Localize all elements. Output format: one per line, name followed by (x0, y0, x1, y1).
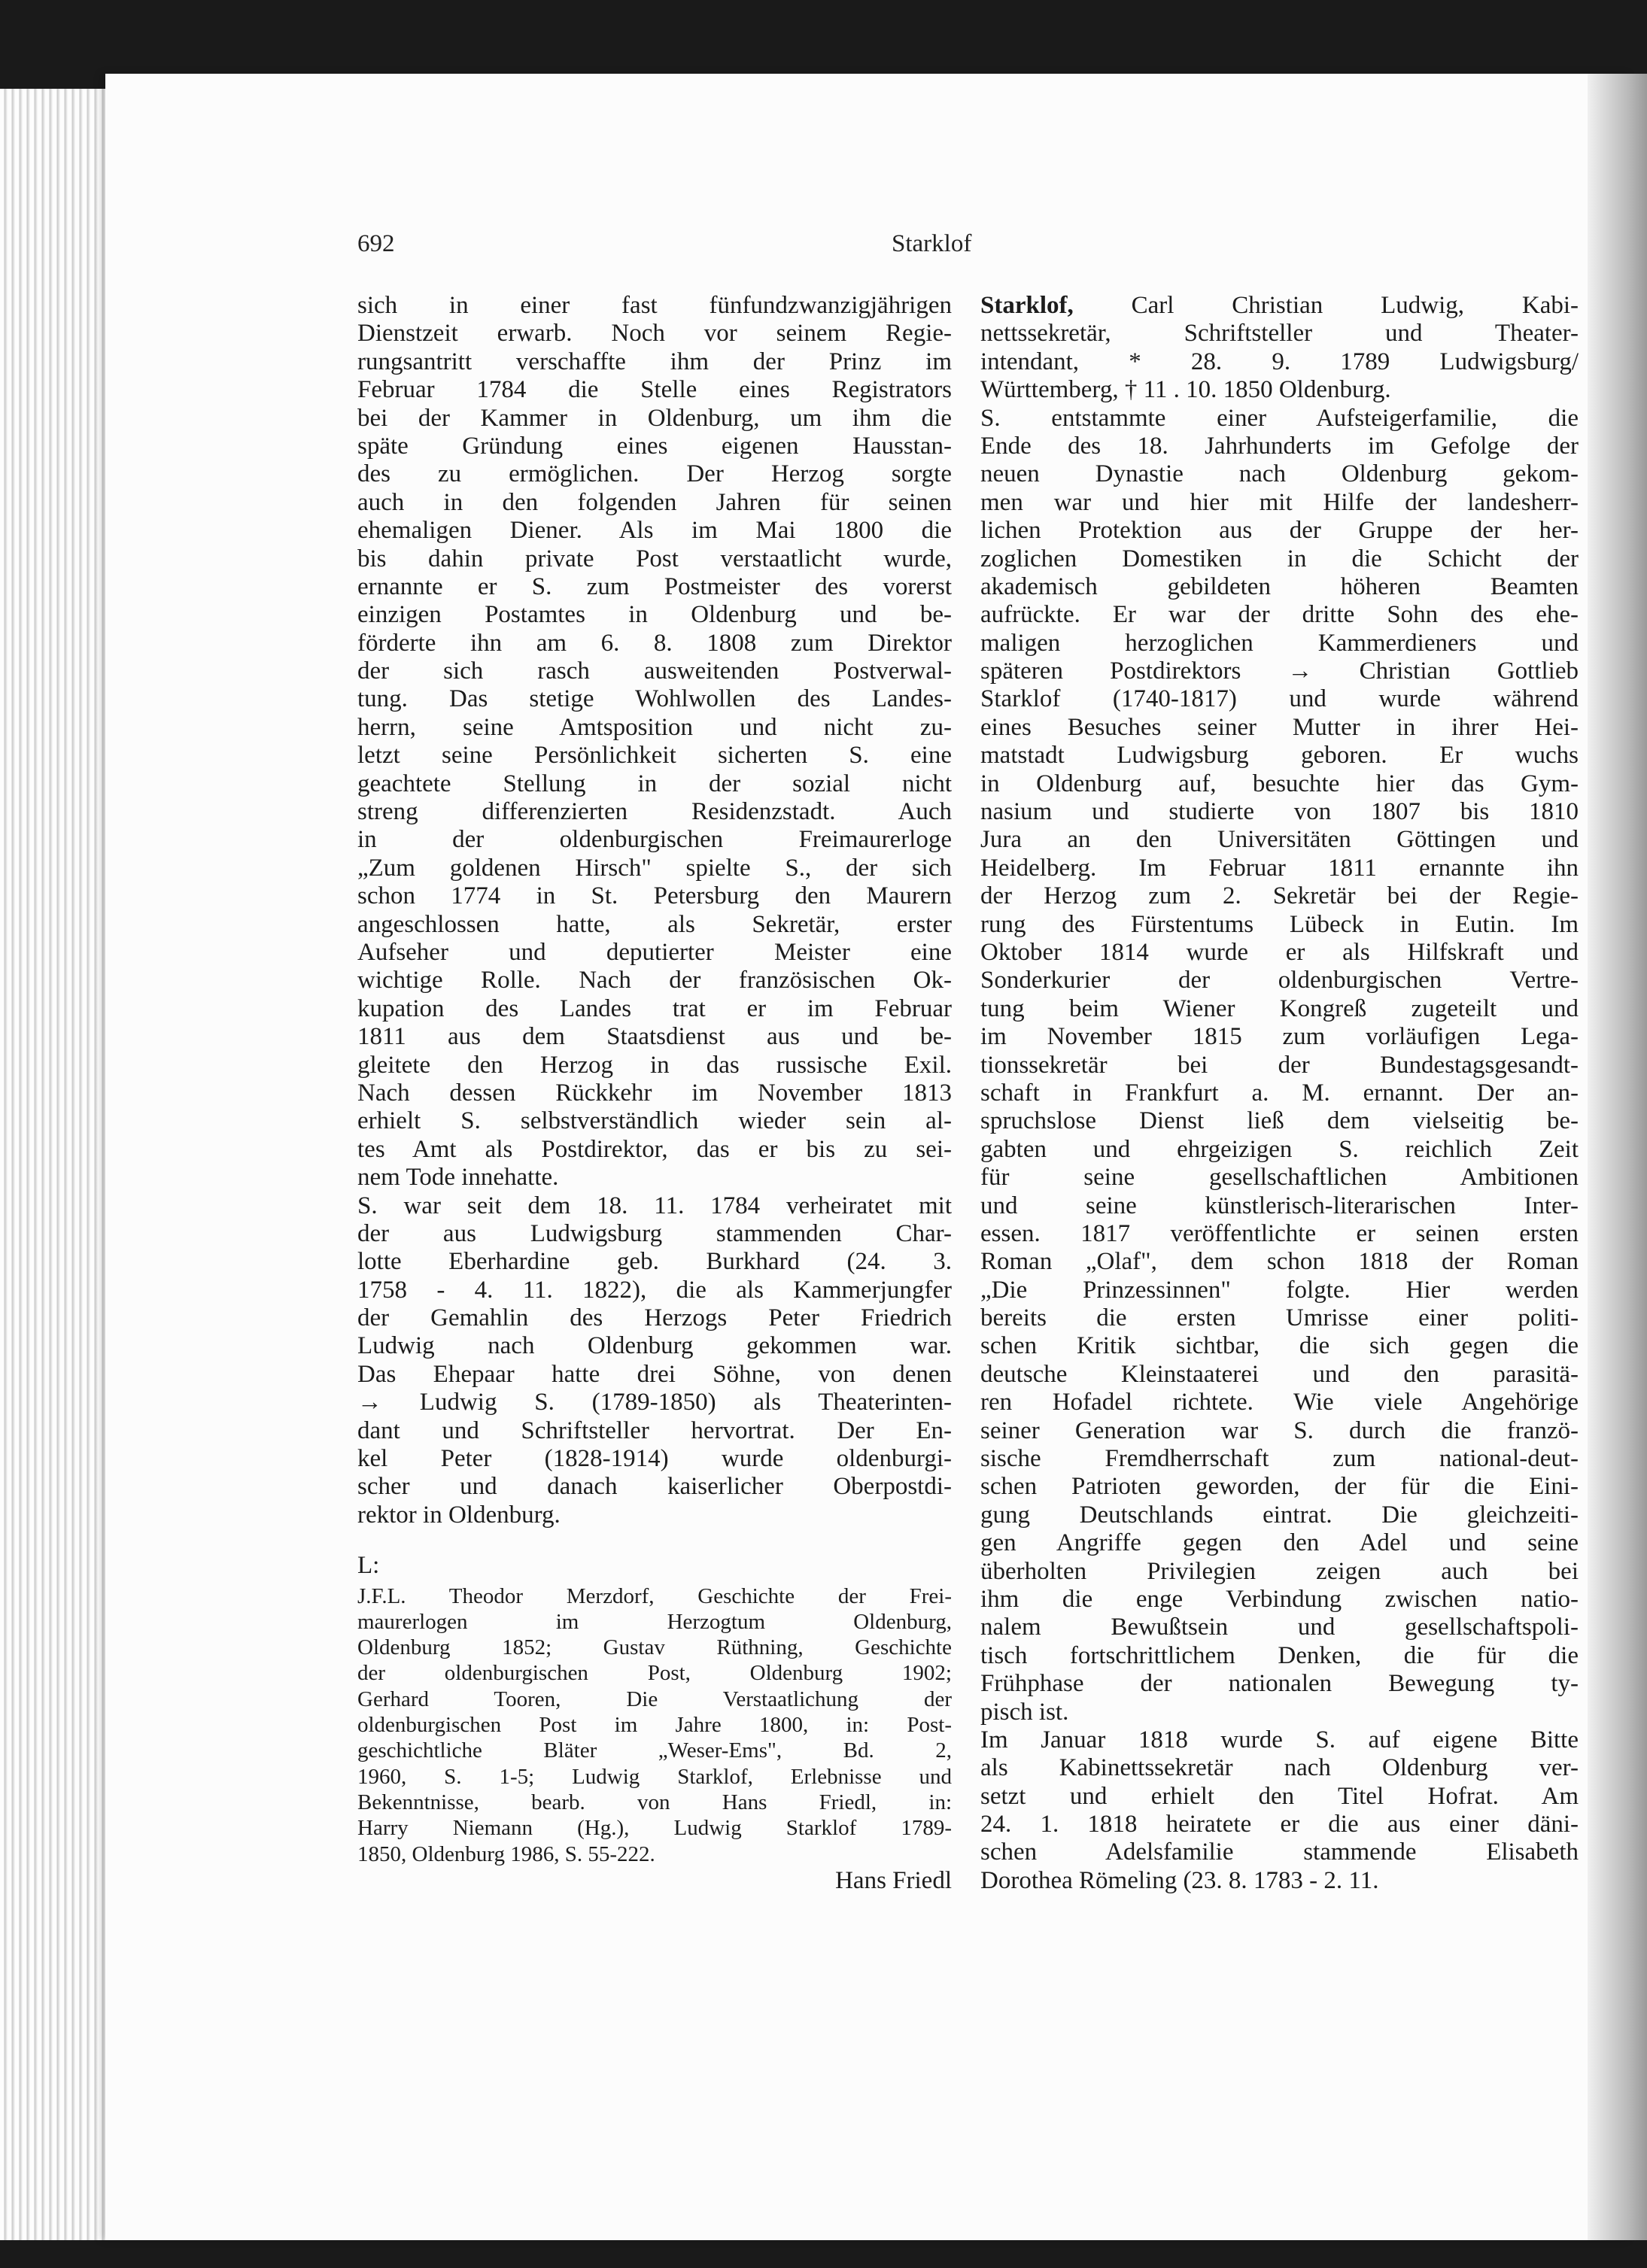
text-line: rektor in Oldenburg. (357, 1501, 561, 1529)
text-line: der oldenburgischen Post, Oldenburg 1902; (357, 1661, 952, 1686)
text-line: maligen herzoglichen Kammerdieners und (980, 629, 1579, 657)
text-line: scher und danach kaiserlicher Oberpostdi- (357, 1473, 952, 1501)
text-line: Nach dessen Rückkehr im November 1813 (357, 1079, 952, 1107)
text-line: kel Peter (1828-1914) wurde oldenburgi- (357, 1445, 952, 1473)
text-line: essen. 1817 veröffentlichte er seinen ersten (980, 1219, 1579, 1247)
text-line: in der oldenburgischen Freimaurerloge (357, 826, 952, 854)
paragraph (980, 1726, 1579, 1895)
text-line: Bekenntnisse, bearb. von Hans Friedl, in: (357, 1790, 952, 1814)
text-line: lotte Eberhardine geb. Burkhard (24. 3. (357, 1248, 952, 1276)
text-line: förderte ihn am 6. 8. 1808 zum Direktor (357, 629, 952, 657)
text-line: der Herzog zum 2. Sekretär bei der Regie- (980, 882, 1579, 910)
text-line: Harry Niemann (Hg.), Ludwig Starklof 1789- (357, 1816, 952, 1841)
text-line: bereits die ersten Umrisse einer politi- (980, 1304, 1579, 1332)
text-line: men war und hier mit Hilfe der landesherr- (980, 488, 1579, 516)
paragraph (980, 292, 1579, 405)
text-line: schon 1774 in St. Petersburg den Maurern (357, 882, 952, 910)
text-line: streng differenzierten Residenzstadt. Auch (357, 798, 952, 826)
text-line: schen Kritik sichtbar, die sich gegen die (980, 1332, 1579, 1360)
text-line: 1960, S. 1-5; Ludwig Starklof, Erlebnisse und (357, 1764, 952, 1789)
text-line: nalem Bewußtsein und gesellschaftspoli- (980, 1614, 1579, 1641)
text-line: oldenburgischen Post im Jahre 1800, in: Post- (357, 1713, 952, 1738)
page-number: 692 (357, 230, 395, 257)
text-line: 1811 aus dem Staatsdienst aus und be- (357, 1023, 952, 1051)
text-line: und seine künstlerisch-literarischen Inter- (980, 1192, 1579, 1219)
text-line: nasium und studierte von 1807 bis 1810 (980, 798, 1579, 826)
text-line: ihm die enge Verbindung zwischen natio- (980, 1585, 1579, 1613)
text-line: rung des Fürstentums Lübeck in Eutin. Im (980, 910, 1579, 938)
binding-shadow (1588, 74, 1647, 2240)
text-line: Februar 1784 die Stelle eines Registrators (357, 376, 952, 404)
text-line: 1758 - 4. 11. 1822), die als Kammerjungfer (357, 1276, 952, 1304)
text-line: gung Deutschlands eintrat. Die gleichzeiti- (980, 1501, 1579, 1529)
text-line: späte Gründung eines eigenen Hausstan- (357, 432, 952, 460)
text-line: S. entstammte einer Aufsteigerfamilie, die (980, 404, 1579, 432)
text-line: einzigen Postamtes in Oldenburg und be- (357, 601, 952, 629)
text-line: zoglichen Domestiken in die Schicht der (980, 545, 1579, 572)
text-line: maurerlogen im Herzogtum Oldenburg, (357, 1609, 952, 1634)
text-line: Ende des 18. Jahrhunderts im Gefolge der (980, 432, 1579, 460)
text-line: schaft in Frankfurt a. M. ernannt. Der an- (980, 1079, 1579, 1107)
text-line: bei der Kammer in Oldenburg, um ihm die (357, 404, 952, 432)
text-line: angeschlossen hatte, als Sekretär, erster (357, 910, 952, 938)
text-line: neuen Dynastie nach Oldenburg gekom- (980, 460, 1579, 488)
text-line: auch in den folgenden Jahren für seinen (357, 488, 952, 516)
text-line: erhielt S. selbstverständlich wieder sein al- (357, 1107, 952, 1135)
text-line: nem Tode innehatte. (357, 1164, 559, 1192)
text-line: Roman „Olaf", dem schon 1818 der Roman (980, 1248, 1579, 1276)
text-line: pisch ist. (980, 1698, 1069, 1726)
text-line: „Die Prinzessinnen" folgte. Hier werden (980, 1276, 1579, 1304)
text-line: Oldenburg 1852; Gustav Rüthning, Geschichte (357, 1635, 952, 1660)
text-line: schen Patrioten geworden, der für die Eini- (980, 1473, 1579, 1501)
text-line: als Kabinettssekretär nach Oldenburg ver- (980, 1754, 1579, 1782)
text-line: kupation des Landes trat er im Februar (357, 994, 952, 1022)
paragraph (980, 405, 1579, 1726)
text-line: Württemberg, † 11 . 10. 1850 Oldenburg. (980, 376, 1391, 404)
text-line: Aufseher und deputierter Meister eine (357, 938, 952, 966)
text-line: 24. 1. 1818 heiratete er die aus einer däni- (980, 1811, 1579, 1838)
text-line: Das Ehepaar hatte drei Söhne, von denen (357, 1360, 952, 1388)
text-line: gen Angriffe gegen den Adel und seine (980, 1529, 1579, 1557)
text-line: für seine gesellschaftlichen Ambitionen (980, 1164, 1579, 1192)
text-line: der Gemahlin des Herzogs Peter Friedrich (357, 1304, 952, 1332)
literature-list (357, 1583, 952, 1867)
text-line: der sich rasch ausweitenden Postverwal- (357, 657, 952, 685)
text-line: späteren Postdirektors → Christian Gottlieb (980, 657, 1579, 685)
text-line: akademisch gebildeten höheren Beamten (980, 572, 1579, 600)
text-line: lichen Protektion aus der Gruppe der her- (980, 517, 1579, 545)
text-line: in Oldenburg auf, besuchte hier das Gym- (980, 770, 1579, 797)
text-line: 1850, Oldenburg 1986, S. 55-222. (357, 1841, 655, 1866)
text-line: seiner Generation war S. durch die franzö- (980, 1416, 1579, 1444)
text-line: rungsantritt verschaffte ihm der Prinz im (357, 348, 952, 375)
text-line: Im Januar 1818 wurde S. auf eigene Bitte (980, 1726, 1579, 1753)
text-line: gabten und ehrgeizigen S. reichlich Zeit (980, 1135, 1579, 1163)
text-line: nettssekretär, Schriftsteller und Theater- (980, 320, 1579, 348)
text-line: Jura an den Universitäten Göttingen und (980, 826, 1579, 854)
text-line: tes Amt als Postdirektor, das er bis zu sei- (357, 1135, 952, 1163)
text-line: wichtige Rolle. Nach der französischen Ok- (357, 967, 952, 994)
text-line: aufrückte. Er war der dritte Sohn des ehe- (980, 601, 1579, 629)
text-line: sich in einer fast fünfundzwanzigjährigen (357, 292, 952, 319)
text-line (980, 292, 1579, 320)
text-line: dant und Schriftsteller hervortrat. Der En- (357, 1416, 952, 1444)
text-line: J.F.L. Theodor Merzdorf, Geschichte der Frei- (357, 1583, 952, 1608)
text-line: setzt und erhielt den Titel Hofrat. Am (980, 1782, 1579, 1810)
text-line: ehemaligen Diener. Als im Mai 1800 die (357, 517, 952, 545)
text-line: ernannte er S. zum Postmeister des vorerst (357, 572, 952, 600)
paragraph (357, 1192, 952, 1530)
right-column (980, 292, 1579, 1895)
running-title: Starklof (892, 230, 972, 257)
text-line: eines Besuches seiner Mutter in ihrer Hei- (980, 713, 1579, 741)
text-line: deutsche Kleinstaaterei und den parasitä- (980, 1360, 1579, 1388)
text-line: matstadt Ludwigsburg geboren. Er wuchs (980, 742, 1579, 770)
text-line: Starklof (1740-1817) und wurde während (980, 685, 1579, 713)
text-line: tisch fortschrittlichem Denken, die für die (980, 1641, 1579, 1669)
text-line: gleitete den Herzog in das russische Exil. (357, 1051, 952, 1079)
text-line: schen Adelsfamilie stammende Elisabeth (980, 1838, 1579, 1866)
text-line: herrn, seine Amtsposition und nicht zu- (357, 713, 952, 741)
text-line: im November 1815 zum vorläufigen Lega- (980, 1023, 1579, 1051)
text-line: → Ludwig S. (1789-1850) als Theaterinten- (357, 1389, 952, 1416)
text-line: „Zum goldenen Hirsch" spielte S., der sich (357, 854, 952, 882)
text-line: Ludwig nach Oldenburg gekommen war. (357, 1332, 952, 1360)
text-line: Dienstzeit erwarb. Noch vor seinem Regie- (357, 320, 952, 348)
entry-name: Starklof, (980, 292, 1074, 319)
text-line: tung. Das stetige Wohlwollen des Landes- (357, 685, 952, 713)
text-line: geschichtliche Bläter „Weser-Ems", Bd. 2, (357, 1738, 952, 1763)
text-line: des zu ermöglichen. Der Herzog sorgte (357, 460, 952, 488)
text-line: tionssekretär bei der Bundestagsgesandt- (980, 1051, 1579, 1079)
left-column-text (357, 292, 952, 1529)
text-line: spruchslose Dienst ließ dem vielseitig be- (980, 1107, 1579, 1135)
text-line: geachtete Stellung in der sozial nicht (357, 770, 952, 797)
text-line: bis dahin private Post verstaatlicht wurde, (357, 545, 952, 572)
literature-label: L: (357, 1552, 380, 1580)
text-line: Gerhard Tooren, Die Verstaatlichung der (357, 1687, 952, 1711)
text-line: Dorothea Römeling (23. 8. 1783 - 2. 11. (980, 1866, 1379, 1894)
text-line: Oktober 1814 wurde er als Hilfskraft und (980, 938, 1579, 966)
paragraph (357, 292, 952, 1192)
text-line: der aus Ludwigsburg stammenden Char- (357, 1219, 952, 1247)
right-column-text (980, 292, 1579, 1895)
text-line: tung beim Wiener Kongreß zugeteilt und (980, 994, 1579, 1022)
text-line: Heidelberg. Im Februar 1811 ernannte ihn (980, 854, 1579, 882)
text-line: letzt seine Persönlichkeit sicherten S. eine (357, 742, 952, 770)
text-line: überholten Privilegien zeigen auch bei (980, 1557, 1579, 1585)
entry-name-rest: Carl Christian Ludwig, Kabi- (1073, 292, 1579, 319)
text-line: ren Hofadel richtete. Wie viele Angehörige (980, 1389, 1579, 1416)
left-column (357, 292, 952, 1895)
text-line: S. war seit dem 18. 11. 1784 verheiratet mit (357, 1192, 952, 1219)
text-line: Frühphase der nationalen Bewegung ty- (980, 1670, 1579, 1698)
author-signature: Hans Friedl (835, 1866, 952, 1894)
text-line: sische Fremdherrschaft zum national-deut- (980, 1445, 1579, 1473)
text-line: Sonderkurier der oldenburgischen Vertre- (980, 967, 1579, 994)
text-line: intendant, * 28. 9. 1789 Ludwigsburg/ (980, 348, 1579, 375)
